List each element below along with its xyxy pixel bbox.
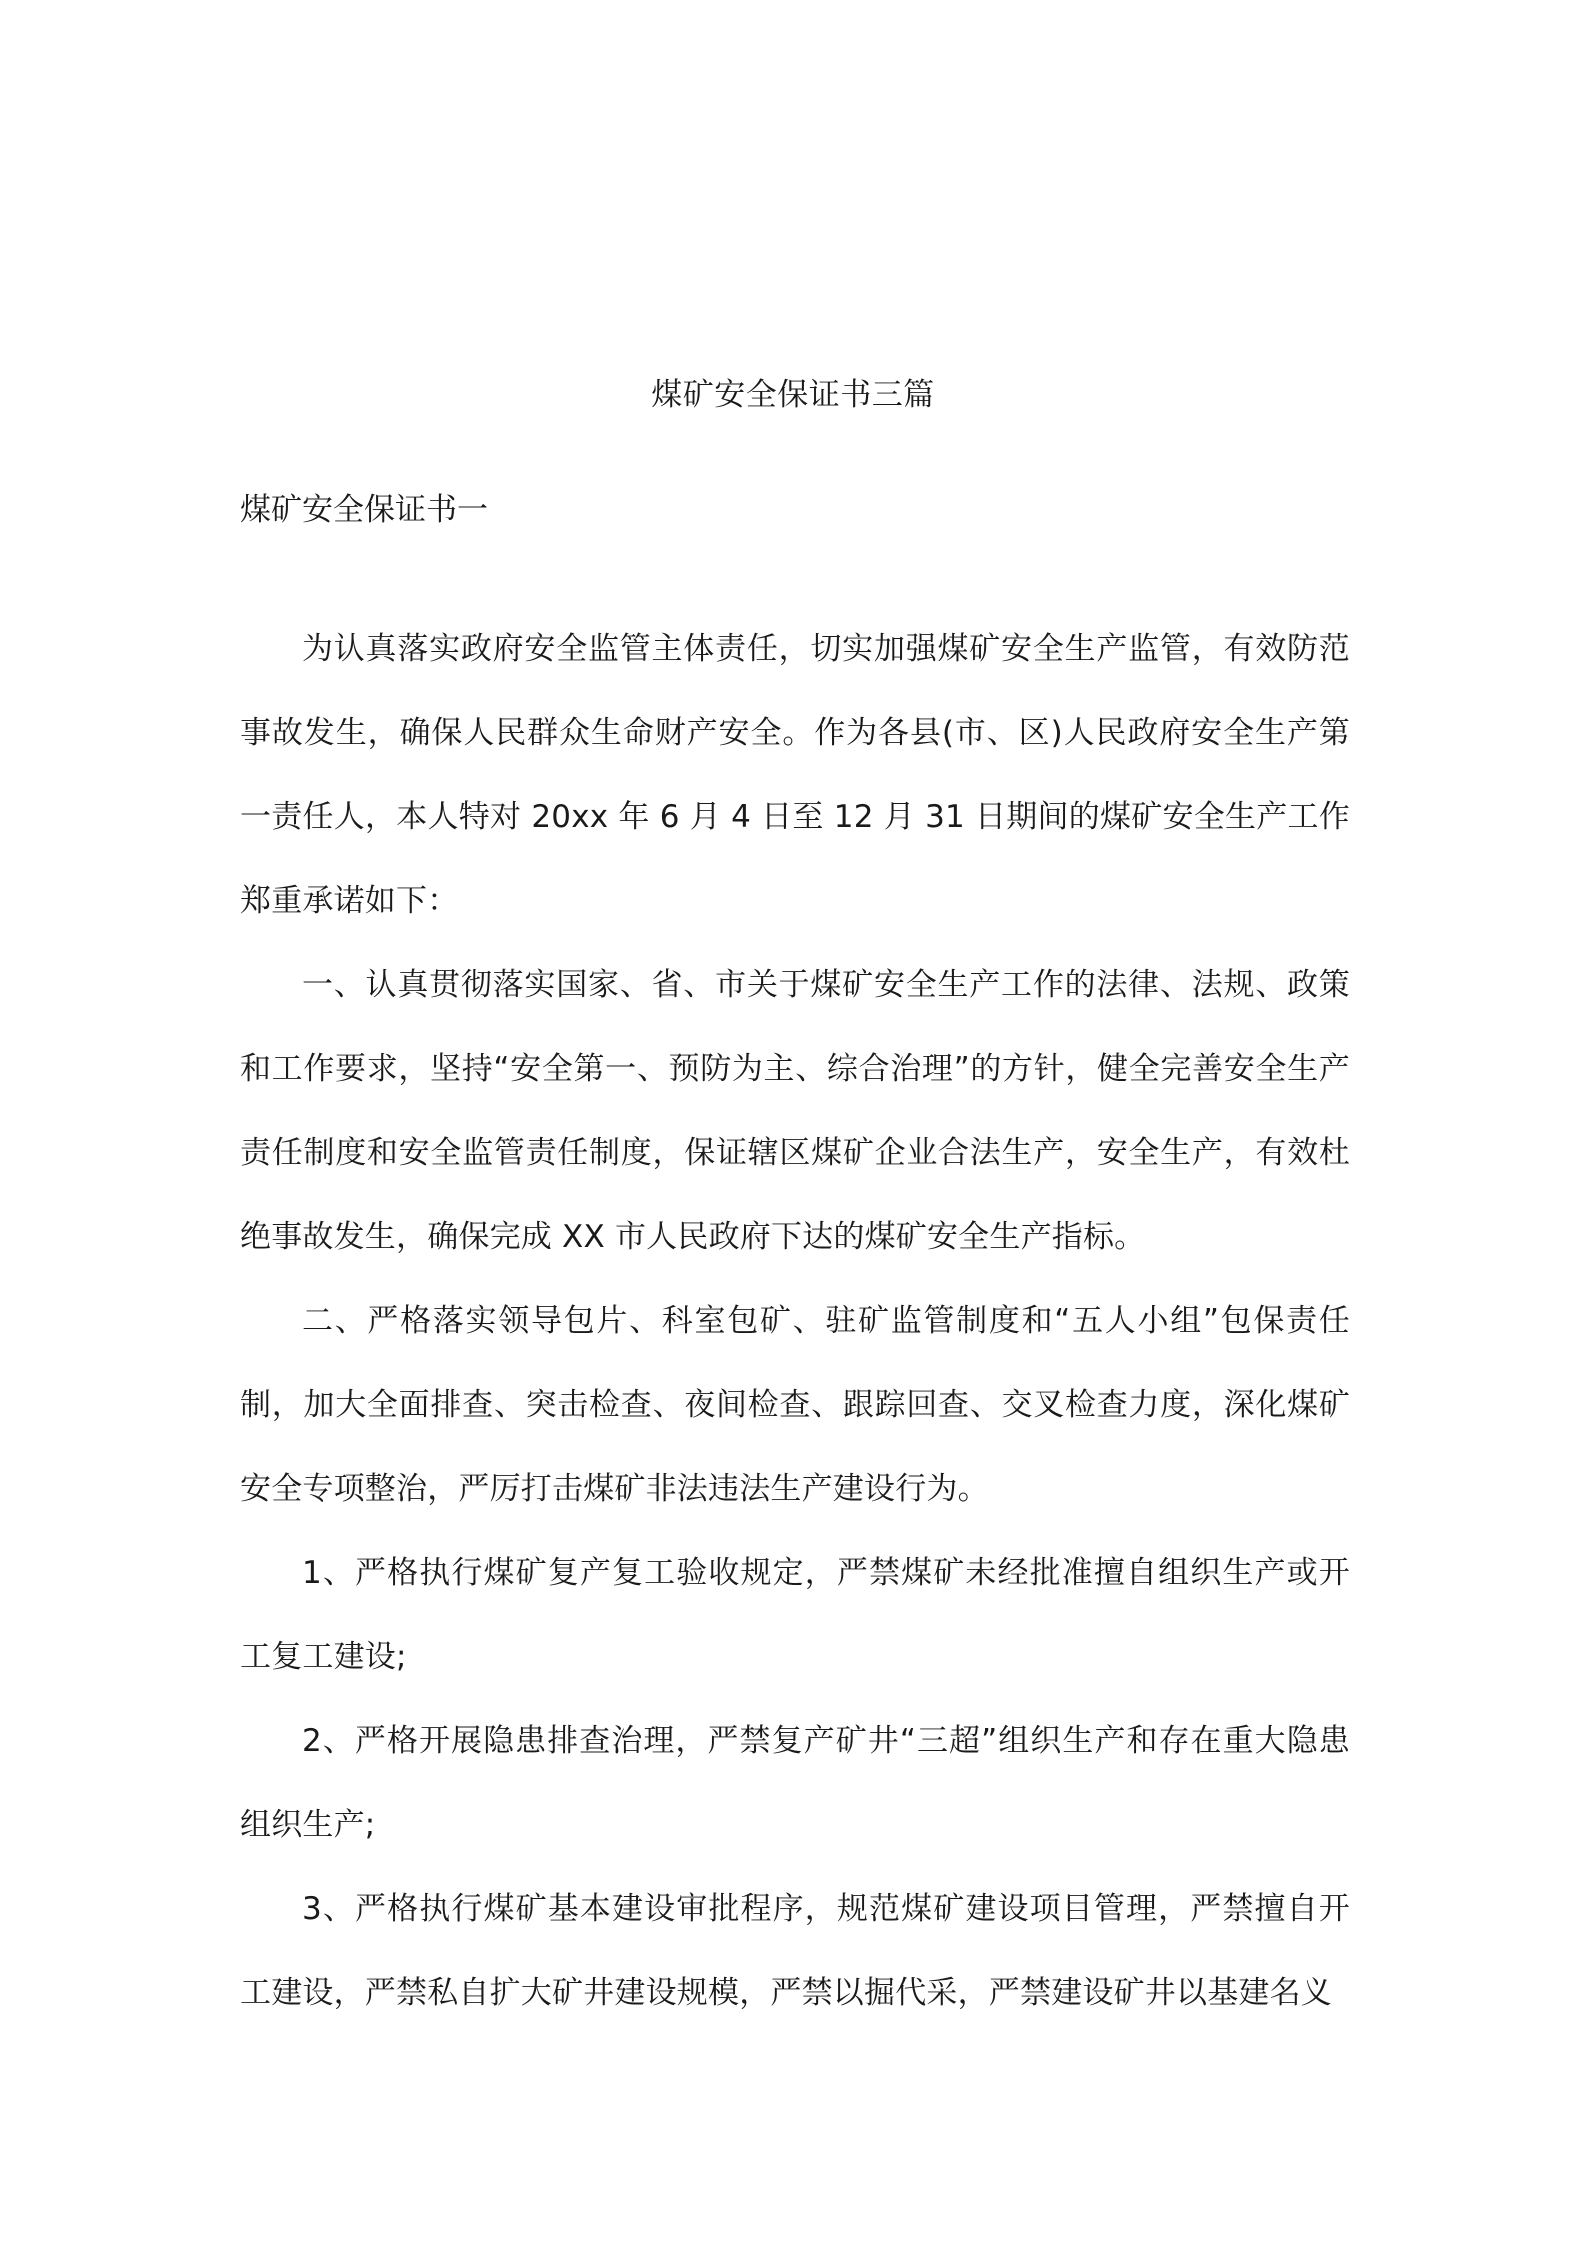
paragraph-item-1: 一、认真贯彻落实国家、省、市关于煤矿安全生产工作的法律、法规、政策和工作要求，坚持“安全第一、预防为主、综合治理”的方针，健全完善安全生产责任制度和安全监管责任制度，保证辖区煤矿企业合法生产，安全生产，有效杜绝事故发生，确保完成 XX 市人民政府下达的煤矿安全生产指标。: [240, 967, 1350, 1255]
paragraph-item-2: 二、严格落实领导包片、科室包矿、驻矿监管制度和“五人小组”包保责任制，加大全面排查、突击检查、夜间检查、跟踪回查、交叉检查力度，深化煤矿安全专项整治，严厉打击煤矿非法违法生产建设行为。: [240, 1303, 1350, 1507]
paragraph-subitem-1: 1、严格执行煤矿复产复工验收规定，严禁煤矿未经批准擅自组织生产或开工复工建设;: [240, 1555, 1350, 1675]
paragraph-intro: 为认真落实政府安全监管主体责任，切实加强煤矿安全生产监管，有效防范事故发生，确保人民群众生命财产安全。作为各县(市、区)人民政府安全生产第一责任人，本人特对 20xx 年 6 月 4 日至 12 月 31 日期间的煤矿安全生产工作郑重承诺如下：: [240, 631, 1350, 919]
document-body: [240, 607, 1350, 2035]
section-title: 煤矿安全保证书一: [240, 492, 488, 528]
paragraph-subitem-2: 2、严格开展隐患排查治理，严禁复产矿井“三超”组织生产和存在重大隐患组织生产;: [240, 1723, 1350, 1843]
paragraph-subitem-3: 3、严格执行煤矿基本建设审批程序，规范煤矿建设项目管理，严禁擅自开工建设，严禁私自扩大矿井建设规模，严禁以掘代采，严禁建设矿井以基建名义: [240, 1891, 1350, 2011]
document-title: 煤矿安全保证书三篇: [651, 377, 935, 413]
